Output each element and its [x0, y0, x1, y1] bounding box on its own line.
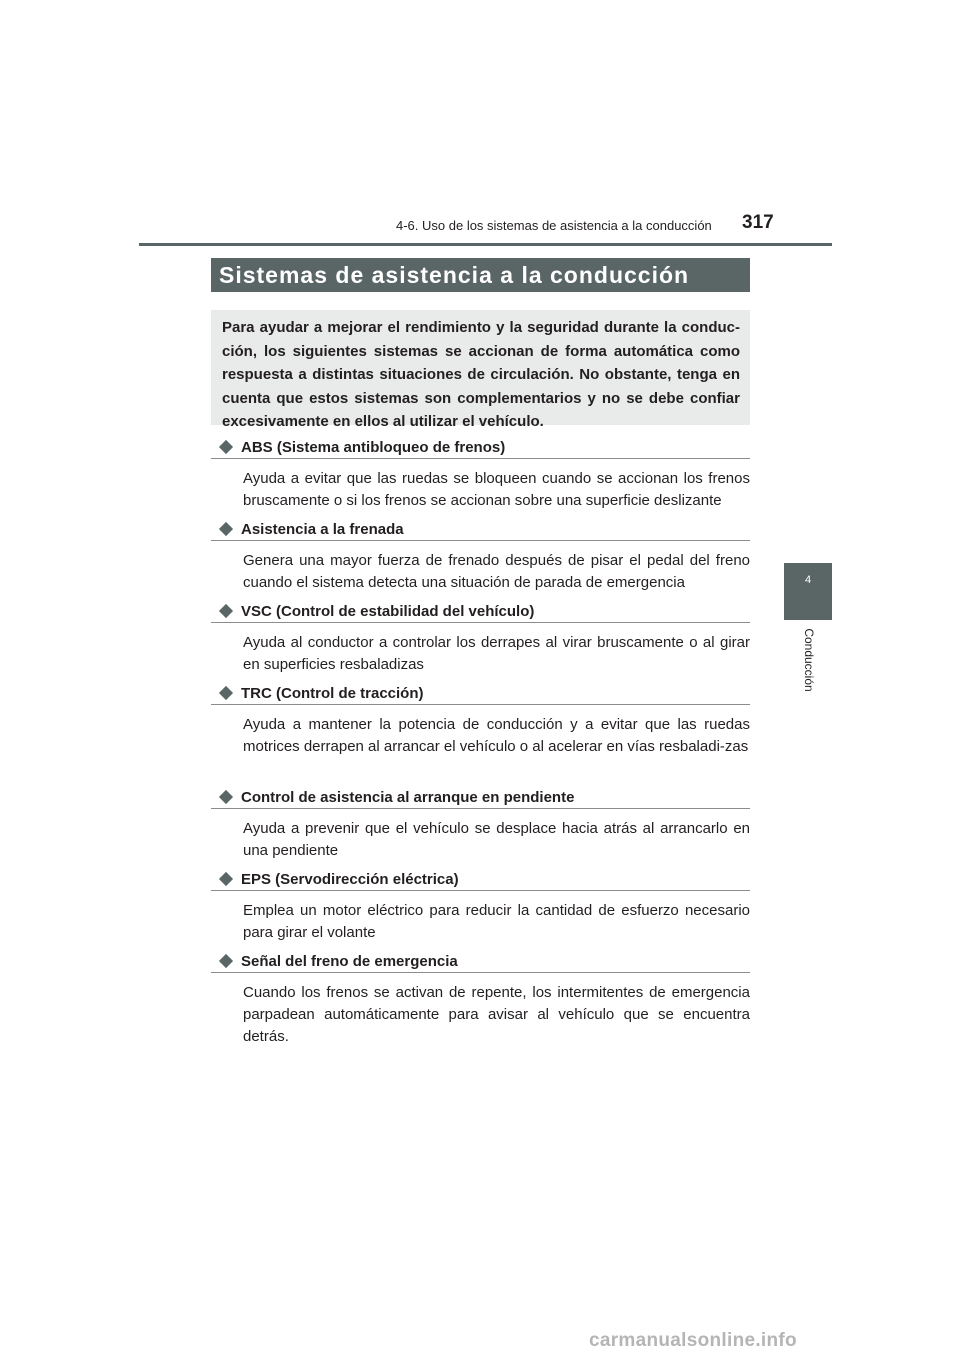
- header-section-ref: 4-6. Uso de los sistemas de asistencia a la conducción: [396, 218, 712, 233]
- item-heading: [211, 787, 750, 809]
- list-item: [211, 683, 750, 758]
- diamond-bullet-icon: [219, 440, 233, 454]
- list-item: [211, 519, 750, 594]
- list-item: [211, 787, 750, 862]
- diamond-bullet-icon: [219, 522, 233, 536]
- list-item: [211, 951, 750, 1048]
- diamond-bullet-icon: [219, 954, 233, 968]
- diamond-bullet-icon: [219, 604, 233, 618]
- list-item: [211, 437, 750, 512]
- item-heading: [211, 601, 750, 623]
- header-divider: [139, 243, 832, 246]
- item-title: Asistencia a la frenada: [241, 521, 404, 538]
- watermark: carmanualsonline.info: [589, 1330, 797, 1351]
- item-title: ABS (Sistema antibloqueo de frenos): [241, 439, 506, 456]
- item-body: Emplea un motor eléctrico para reducir la cantidad de esfuerzo necesario para girar el volante: [243, 902, 750, 941]
- item-title: Control de asistencia al arranque en pendiente: [241, 789, 575, 806]
- item-body: Ayuda a evitar que las ruedas se bloqueen cuando se accionan los frenos bruscamente o si los frenos se accionan sobre una superficie deslizante: [243, 470, 750, 509]
- item-body: Ayuda a mantener la potencia de conducción y a evitar que las ruedas motrices derrapen al arrancar el vehículo o al acelerar en vías resbaladi-zas: [243, 716, 750, 755]
- item-heading: [211, 683, 750, 705]
- list-item: [211, 601, 750, 676]
- diamond-bullet-icon: [219, 790, 233, 804]
- item-body: Cuando los frenos se activan de repente, los intermitentes de emergencia parpadean automáticamente para avisar al vehículo que se encuentra detrás.: [243, 984, 750, 1045]
- chapter-label-container: [802, 620, 816, 700]
- item-body: Ayuda al conductor a controlar los derrapes al virar bruscamente o al girar en superficies resbaladizas: [243, 634, 750, 673]
- chapter-tab: [784, 563, 832, 620]
- diamond-bullet-icon: [219, 686, 233, 700]
- intro-text: Para ayudar a mejorar el rendimiento y la seguridad durante la conduc-ción, los siguientes sistemas se accionan de forma automática como respuesta a distintas situaciones de circulación. No obstante, tenga en cuenta que estos sistemas son complementarios y no se debe confiar excesivamente en ellos al utilizar el vehículo.: [222, 319, 740, 430]
- item-heading: [211, 869, 750, 891]
- item-title: TRC (Control de tracción): [241, 685, 424, 702]
- chapter-label: Conducción: [802, 628, 816, 692]
- item-title: EPS (Servodirección eléctrica): [241, 871, 459, 888]
- diamond-bullet-icon: [219, 872, 233, 886]
- item-heading: [211, 437, 750, 459]
- chapter-number: 4: [804, 574, 812, 586]
- item-body: Genera una mayor fuerza de frenado después de pisar el pedal del freno cuando el sistema detecta una situación de parada de emergencia: [243, 552, 750, 591]
- list-item: [211, 869, 750, 944]
- item-heading: [211, 519, 750, 541]
- intro-box: [211, 310, 750, 430]
- page-number: 317: [742, 212, 774, 233]
- item-heading: [211, 951, 750, 973]
- item-title: VSC (Control de estabilidad del vehículo): [241, 603, 535, 620]
- section-title: Sistemas de asistencia a la conducción: [211, 258, 750, 292]
- item-title: Señal del freno de emergencia: [241, 953, 458, 970]
- item-body: Ayuda a prevenir que el vehículo se desplace hacia atrás al arrancarlo en una pendiente: [243, 820, 750, 859]
